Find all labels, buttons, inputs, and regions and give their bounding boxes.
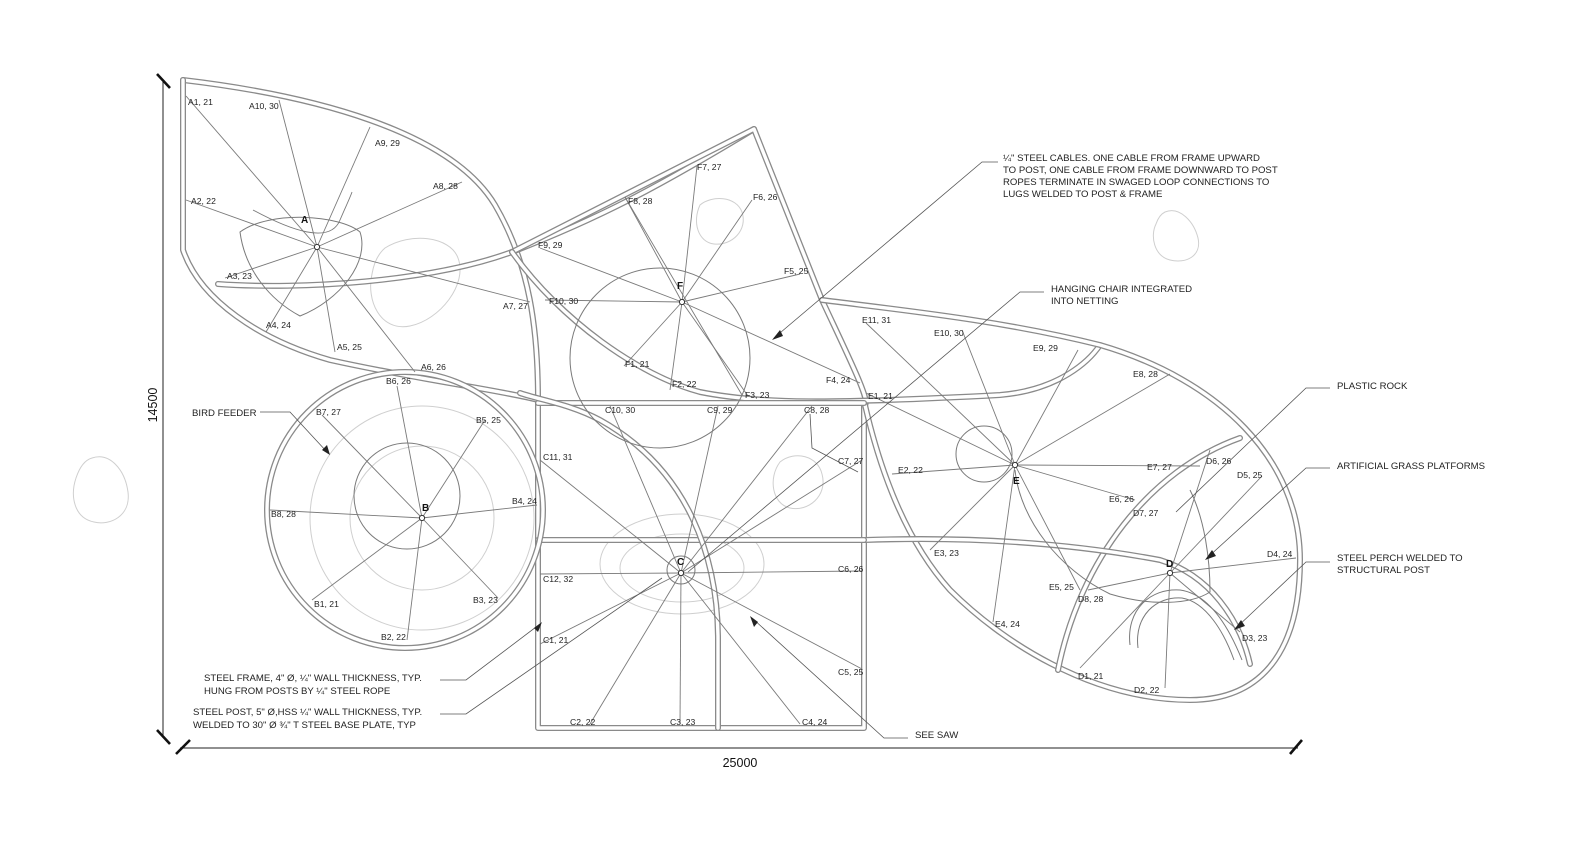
note-cables-line-4: LUGS WELDED TO POST & FRAME [1003,189,1163,200]
cable-label: E9, 29 [1033,343,1058,353]
cable-label: D6, 26 [1206,456,1232,466]
cable-label: E1, 21 [868,391,893,401]
cable-label: F5, 25 [784,266,809,276]
cable-label: F9, 29 [538,240,563,250]
post-b-marker [419,515,424,520]
cable-label: B7, 27 [316,407,341,417]
cable-label: B3, 23 [473,595,498,605]
cable-label: E10, 30 [934,328,964,338]
cable-label: F4, 24 [826,375,851,385]
post-label-e: E [1013,476,1020,487]
cable-label: F2, 22 [672,379,697,389]
post-label-f: F [677,281,684,292]
cables-post-c [540,406,862,724]
note-perch-line-2: STRUCTURAL POST [1337,565,1430,576]
cable-label: C4, 24 [802,717,828,727]
post-c-marker [678,570,683,575]
cable-label: E3, 23 [934,548,959,558]
cable-label: D2, 22 [1134,685,1160,695]
leader-lines [260,162,1330,738]
cable-label: D8, 28 [1078,594,1104,604]
cable-label: B4, 24 [512,496,537,506]
dimension-width: 25000 [722,756,758,770]
cable-label: B5, 25 [476,415,501,425]
cable-label: A2, 22 [191,196,216,206]
post-label-a: A [301,215,309,226]
cable-label: C9, 29 [707,405,733,415]
cable-label: C11, 31 [543,452,573,462]
cable-label: B8, 28 [271,509,296,519]
cable-label: C1, 21 [543,635,569,645]
post-e-marker [1012,462,1017,467]
cables-post-a [186,96,530,372]
cable-label: C6, 26 [838,564,864,574]
post-label-b: B [422,503,430,514]
note-steel-frame-line-1: STEEL FRAME, 4" Ø, ¼" WALL THICKNESS, TYP. [204,673,422,684]
note-cables-line-2: TO POST, ONE CABLE FROM FRAME DOWNWARD TO POST [1003,165,1278,176]
note-steel-frame-line-2: HUNG FROM POSTS BY ¼" STEEL ROPE [204,686,391,697]
cable-label: A8, 28 [433,181,458,191]
cable-label: B1, 21 [314,599,339,609]
cable-label: C12, 32 [543,574,574,584]
cable-label: E7, 27 [1147,462,1172,472]
note-cables-line-1: ¼" STEEL CABLES. ONE CABLE FROM FRAME UPWARD [1003,153,1260,164]
note-plastic-rock: PLASTIC ROCK [1337,381,1408,392]
cable-label: D5, 25 [1237,470,1263,480]
note-steel-post-line-2: WELDED TO 30" Ø ¾" T STEEL BASE PLATE, TYP [193,720,416,731]
cable-label: C10, 30 [605,405,636,415]
cable-label: C3, 23 [670,717,696,727]
cable-label: B6, 26 [386,376,411,386]
cable-label: D1, 21 [1078,671,1104,681]
cable-label: E11, 31 [862,315,891,325]
cable-label: A5, 25 [337,342,362,352]
post-label-d: D [1166,559,1174,570]
cable-label: C2, 22 [570,717,596,727]
cable-label: C5, 25 [838,667,864,677]
cable-label: E8, 28 [1133,369,1158,379]
cable-label: E4, 24 [995,619,1020,629]
cable-label: A1, 21 [188,97,213,107]
note-cables-line-3: ROPES TERMINATE IN SWAGED LOOP CONNECTIONS TO [1003,177,1270,188]
note-hanging-chair-line-2: INTO NETTING [1051,296,1119,307]
cable-label: F7, 27 [697,162,722,172]
cable-label: A4, 24 [266,320,291,330]
cable-label: E2, 22 [898,465,923,475]
cable-label: D7, 27 [1133,508,1159,518]
cable-label: E5, 25 [1049,582,1074,592]
cable-label: A10, 30 [249,101,279,111]
cable-label: A7, 27 [503,301,528,311]
cable-label: F6, 26 [753,192,778,202]
dimension-height: 14500 [146,387,160,423]
cable-label: E6, 26 [1109,494,1134,504]
cable-label: A6, 26 [421,362,446,372]
note-see-saw: SEE SAW [915,730,959,741]
note-bird-feeder: BIRD FEEDER [192,408,257,419]
note-steel-post-line-1: STEEL POST, 5" Ø,HSS ¼" WALL THICKNESS, TYP. [193,707,423,718]
post-f-marker [679,299,684,304]
cable-label: A9, 29 [375,138,400,148]
cable-label: F8, 28 [628,196,653,206]
note-hanging-chair-line-1: HANGING CHAIR INTEGRATED [1051,284,1193,295]
cable-label: D3, 23 [1242,633,1268,643]
cable-label: F1, 21 [625,359,650,369]
cable-label: D4, 24 [1267,549,1293,559]
cable-label: C8, 28 [804,405,830,415]
post-label-c: C [677,557,685,568]
note-perch-line-1: STEEL PERCH WELDED TO [1337,553,1463,564]
post-d-marker [1167,570,1172,575]
post-a-marker [314,244,319,249]
cable-label: F10, 30 [549,296,579,306]
cable-label: F3, 23 [745,390,770,400]
cable-label: A3, 23 [227,271,252,281]
cable-label: C7, 27 [838,456,864,466]
note-grass-platforms: ARTIFICIAL GRASS PLATFORMS [1337,461,1486,472]
cable-label: B2, 22 [381,632,406,642]
cables-post-d [1080,450,1296,688]
